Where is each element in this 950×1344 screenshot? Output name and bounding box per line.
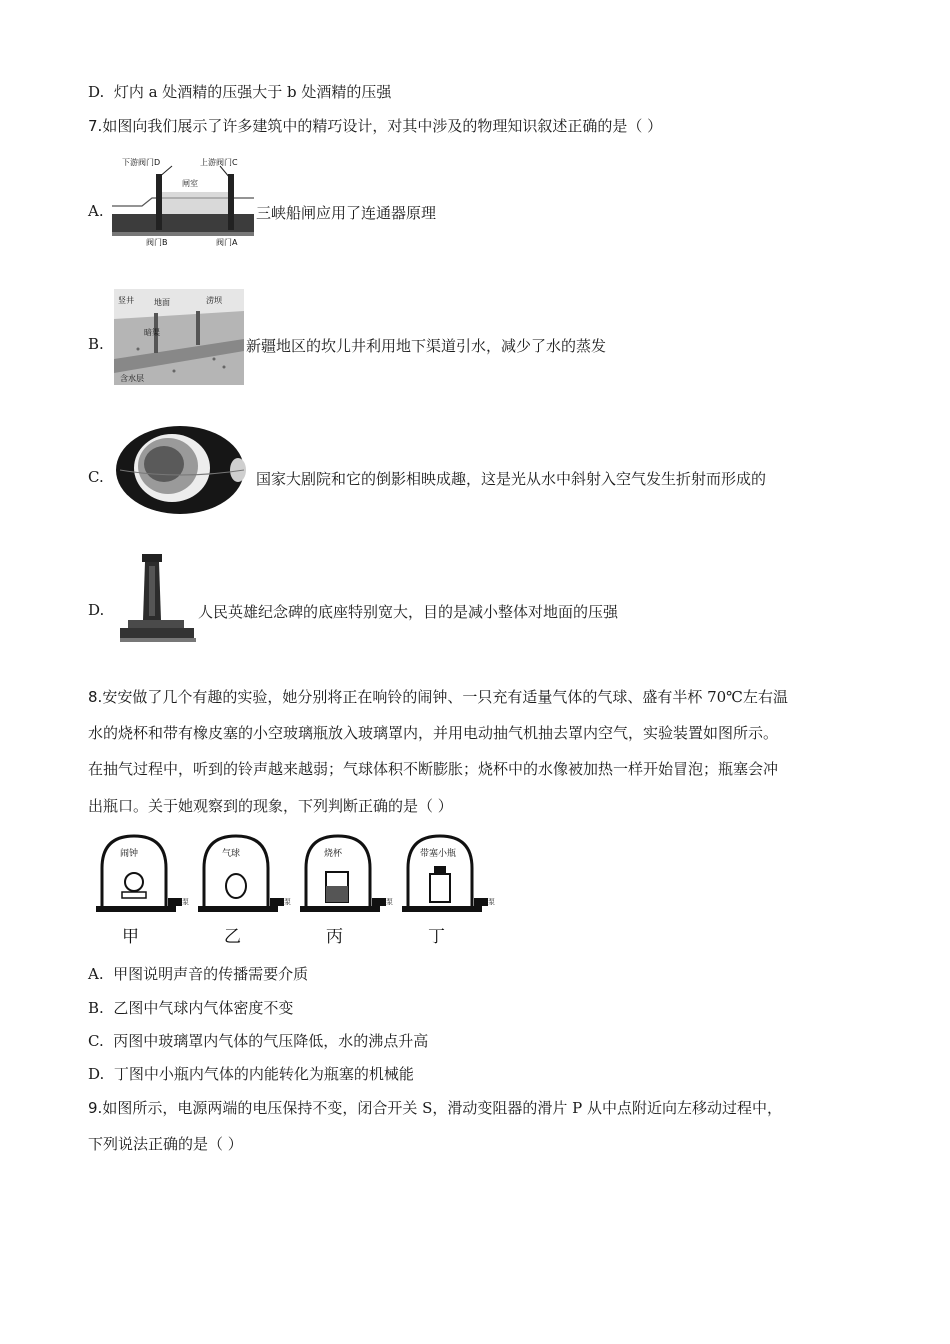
fig-label: 暗渠 bbox=[144, 328, 160, 337]
option-label: C. bbox=[88, 1032, 104, 1050]
fig-tag: 泵 bbox=[488, 898, 495, 906]
q7-option-b-label: B. bbox=[88, 335, 104, 353]
q8-stem-line-4: 出瓶口。关于她观察到的现象，下列判断正确的是（ ） bbox=[88, 797, 453, 815]
q7-option-d-label: D. bbox=[88, 601, 105, 619]
fig-label: 下游阀门D bbox=[122, 158, 161, 167]
q7-option-d-text: 人民英雄纪念碑的底座特别宽大，目的是减小整体对地面的压强 bbox=[198, 603, 619, 621]
fig-caption: 丁 bbox=[428, 927, 445, 947]
monument-figure bbox=[118, 552, 196, 644]
q7-stem bbox=[88, 115, 662, 136]
fig-inner-label: 闹钟 bbox=[120, 849, 139, 859]
question-number: 9. bbox=[88, 1099, 103, 1117]
question-text: 安安做了几个有趣的实验，她分别将正在响铃的闹钟、一只充有适量气体的气球、盛有半杯 70℃左右温 bbox=[102, 688, 788, 706]
q7-option-c-label: C. bbox=[88, 468, 104, 486]
bell-jar-jia bbox=[96, 836, 189, 947]
option-label: A. bbox=[88, 965, 104, 983]
fig-label: 上游阀门C bbox=[200, 158, 238, 167]
question-text: 如图向我们展示了许多建筑中的精巧设计，对其中涉及的物理知识叙述正确的是（ ） bbox=[102, 117, 663, 135]
fig-inner-label: 带塞小瓶 bbox=[420, 849, 457, 859]
q7-option-a-text: 三峡船闸应用了连通器原理 bbox=[256, 204, 437, 222]
fig-tag: 泵 bbox=[386, 898, 393, 906]
option-text: 灯内 a 处酒精的压强大于 b 处酒精的压强 bbox=[113, 83, 392, 101]
fig-caption: 丙 bbox=[326, 927, 343, 947]
q7-option-a-label: A. bbox=[88, 202, 104, 220]
option-text: 乙图中气球内气体密度不变 bbox=[113, 999, 294, 1017]
karez-well-figure bbox=[114, 289, 244, 385]
q8-option-d bbox=[88, 1063, 414, 1084]
q9-stem-line-1 bbox=[88, 1097, 782, 1118]
bell-jar-ding bbox=[402, 836, 495, 947]
fig-inner-label: 气球 bbox=[222, 849, 241, 859]
fig-caption: 甲 bbox=[122, 927, 139, 947]
question-number: 8. bbox=[88, 688, 103, 706]
q9-stem-line-2: 下列说法正确的是（ ） bbox=[88, 1135, 243, 1153]
fig-inner-label: 烧杯 bbox=[324, 849, 343, 859]
bell-jar-figures bbox=[96, 832, 495, 952]
option-label: B. bbox=[88, 999, 104, 1017]
fig-label: 地面 bbox=[154, 298, 170, 307]
fig-caption: 乙 bbox=[224, 927, 241, 947]
fig-label: 含水层 bbox=[120, 374, 144, 383]
fig-tag: 泵 bbox=[182, 898, 189, 906]
q8-stem-line-1 bbox=[88, 686, 788, 707]
q8-option-c bbox=[88, 1030, 428, 1051]
question-text: 如图所示，电源两端的电压保持不变，闭合开关 S，滑动变阻器的滑片 P 从中点附近向左移动过程中， bbox=[102, 1099, 782, 1117]
q8-option-b bbox=[88, 997, 293, 1018]
grand-theatre-figure bbox=[112, 424, 252, 516]
fig-label: 闸室 bbox=[182, 179, 198, 188]
q7-option-b-text: 新疆地区的坎儿井利用地下渠道引水，减少了水的蒸发 bbox=[246, 337, 607, 355]
option-text: 丙图中玻璃罩内气体的气压降低，水的沸点升高 bbox=[113, 1032, 429, 1050]
q6-option-d bbox=[88, 81, 391, 102]
q8-stem-line-2: 水的烧杯和带有橡皮塞的小空玻璃瓶放入玻璃罩内，并用电动抽气机抽去罩内空气，实验装置如图所示。 bbox=[88, 724, 779, 742]
fig-label: 阀门A bbox=[216, 238, 238, 247]
q7-option-c-text: 国家大剧院和它的倒影相映成趣，这是光从水中斜射入空气发生折射而形成的 bbox=[256, 470, 767, 488]
question-number: 7. bbox=[88, 117, 103, 135]
bell-jar-yi bbox=[198, 836, 291, 947]
fig-label: 涝坝 bbox=[206, 296, 222, 305]
q8-stem-line-3: 在抽气过程中，听到的铃声越来越弱；气球体积不断膨胀；烧杯中的水像被加热一样开始冒泡；瓶塞会冲 bbox=[88, 760, 779, 778]
option-label: D. bbox=[88, 83, 105, 101]
option-text: 甲图说明声音的传播需要介质 bbox=[113, 965, 309, 983]
fig-label: 竖井 bbox=[118, 296, 134, 305]
option-text: 丁图中小瓶内气体的内能转化为瓶塞的机械能 bbox=[113, 1065, 414, 1083]
ship-lock-figure bbox=[112, 156, 254, 248]
bell-jar-bing bbox=[300, 836, 393, 947]
fig-label: 阀门B bbox=[146, 238, 168, 247]
fig-tag: 泵 bbox=[284, 898, 291, 906]
q8-option-a bbox=[88, 963, 308, 984]
option-label: D. bbox=[88, 1065, 105, 1083]
